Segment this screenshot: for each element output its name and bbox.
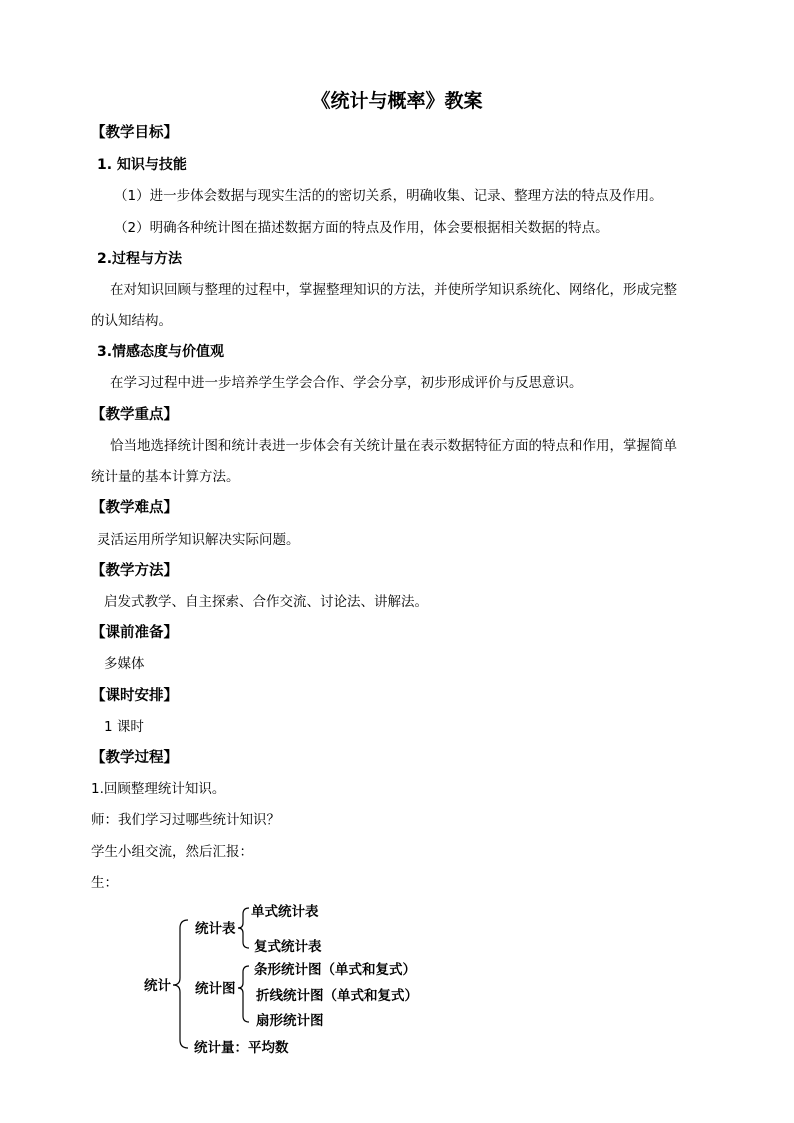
paragraph-difficulty: 灵活运用所学知识解决实际问题。: [97, 532, 300, 548]
heading-teaching-goals: 【教学目标】: [91, 125, 178, 141]
heading-teaching-process: 【教学过程】: [91, 750, 178, 766]
tree-leaf-line-chart: 折线统计图（单式和复式）: [256, 988, 418, 1004]
process-line-2: 师：我们学习过哪些统计知识？: [91, 812, 280, 828]
tree-leaf-pie-chart: 扇形统计图: [256, 1013, 324, 1029]
process-line-4: 生：: [91, 875, 118, 891]
paragraph-goal-2: （2）明确各种统计图在描述数据方面的特点及作用，体会要根据相关数据的特点。: [114, 220, 609, 236]
paragraph-preparation: 多媒体: [104, 656, 145, 672]
tree-leaf-compound-table: 复式统计表: [254, 939, 322, 955]
paragraph-attitude: 在学习过程中进一步培养学生学会合作、学会分享，初步形成评价与反思意识。: [110, 375, 583, 391]
heading-key-points: 【教学重点】: [91, 407, 178, 423]
paragraph-key-line-2: 统计量的基本计算方法。: [91, 469, 240, 485]
heading-preparation: 【课前准备】: [91, 625, 178, 641]
chart-brace: [238, 966, 249, 1022]
paragraph-process-line-2: 的认知结构。: [91, 313, 172, 329]
paragraph-schedule: 1 课时: [104, 719, 144, 735]
paragraph-teaching-method: 启发式教学、自主探索、合作交流、讨论法、讲解法。: [104, 594, 428, 610]
tree-node-table: 统计表: [195, 921, 236, 937]
table-brace: [238, 908, 249, 948]
heading-teaching-method: 【教学方法】: [91, 563, 178, 579]
document-title: 《统计与概率》教案: [311, 90, 483, 112]
process-line-1: 1.回顾整理统计知识。: [91, 781, 226, 797]
tree-node-chart: 统计图: [195, 981, 236, 997]
tree-root-statistics: 统计: [144, 978, 171, 994]
tree-leaf-bar-chart: 条形统计图（单式和复式）: [254, 962, 416, 978]
paragraph-key-line-1: 恰当地选择统计图和统计表进一步体会有关统计量在表示数据特征方面的特点和作用，掌握简单: [110, 438, 677, 454]
tree-leaf-single-table: 单式统计表: [251, 904, 319, 920]
tree-node-measure: 统计量：平均数: [194, 1040, 289, 1056]
heading-difficulty: 【教学难点】: [91, 500, 178, 516]
subheading-attitude-values: 3.情感态度与价值观: [97, 344, 225, 360]
main-brace: [173, 920, 188, 1048]
subheading-process-method: 2.过程与方法: [97, 251, 183, 267]
subheading-knowledge-skills: 1. 知识与技能: [97, 157, 187, 173]
process-line-3: 学生小组交流，然后汇报：: [91, 844, 253, 860]
paragraph-process-line-1: 在对知识回顾与整理的过程中，掌握整理知识的方法，并使所学知识系统化、网络化，形成完整: [110, 282, 677, 298]
heading-schedule: 【课时安排】: [91, 688, 178, 704]
paragraph-goal-1: （1）进一步体会数据与现实生活的的密切关系，明确收集、记录、整理方法的特点及作用。: [114, 188, 663, 204]
